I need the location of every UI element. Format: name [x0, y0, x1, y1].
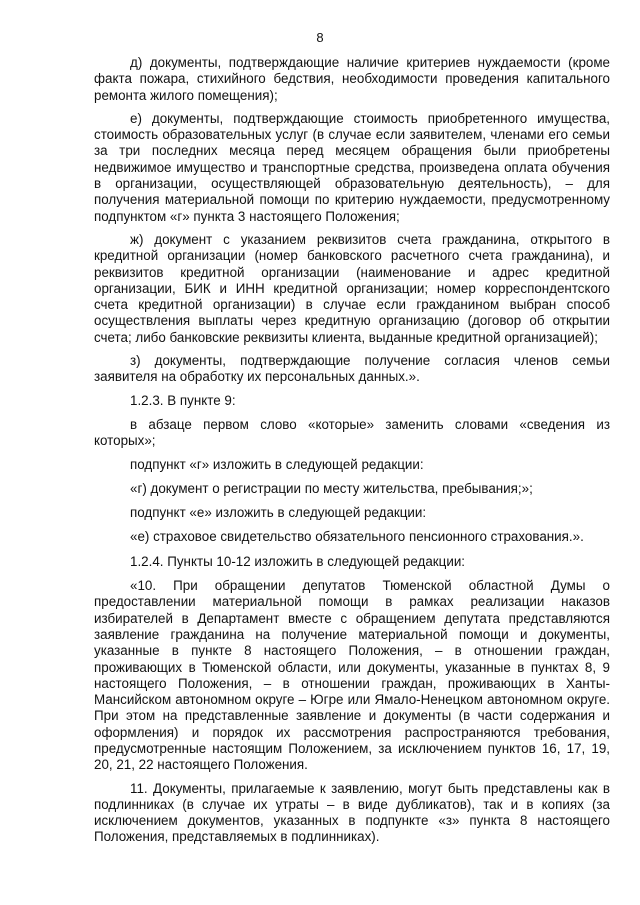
paragraph-subpoint-g-intro: подпункт «г» изложить в следующей редакции: — [130, 456, 424, 472]
paragraph-point-10: «10. При обращении депутатов Тюменской областной Думы о предоставлении материальной помощи в рамках реализации наказов избирателей в Департамент вместе с обращением депутата представляются заявление гражданина на получение материальной помощи и документы, указанные в пункте 8 настоящего Положения, – в отношении граждан, проживающих в Тюменской области, или документы, указанные в пунктах 8, 9 настоящего Положения, – в отношении граждан, проживающих в Ханты-Мансийском автономном округе – Югре или Ямало-Ненецком автономном округе. При этом на представленные заявление и документы (в части содержания и оформления) и порядок их рассмотрения распространяются требования, предусмотренные настоящим Положением, за исключением пунктов 16, 17, 19, 20, 21, 22 настоящего Положения. — [94, 578, 610, 773]
paragraph-1-2-4: 1.2.4. Пункты 10-12 изложить в следующей редакции: — [130, 553, 466, 569]
paragraph-1-2-3: 1.2.3. В пункте 9: — [130, 392, 236, 408]
document-body — [94, 55, 610, 853]
paragraph-subpoint-e-text: «е) страховое свидетельство обязательного пенсионного страхования.». — [130, 529, 584, 545]
paragraph-subpoint-g-text: «г) документ о регистрации по месту жительства, пребывания;»; — [130, 480, 533, 496]
paragraph-e-documents: е) документы, подтверждающие стоимость приобретенного имущества, стоимость образовательных услуг (в случае если заявителем, членами его семьи за три последних месяца перед месяцем обращения были приобретены недвижимое имущество и транспортные средства, произведена оплата обучения в организации, осуществляющей образовательную деятельность), – для получения материальной помощи по критерию нуждаемости, предусмотренному подпунктом «г» пункта 3 настоящего Положения; — [94, 110, 610, 224]
paragraph-z-consent: з) документы, подтверждающие получение согласия членов семьи заявителя на обработку их персональных данных.». — [94, 353, 610, 385]
paragraph-d-documents: д) документы, подтверждающие наличие критериев нуждаемости (кроме факта пожара, стихийного бедствия, необходимости проведения капитального ремонта жилого помещения); — [94, 55, 610, 103]
paragraph-first-abzac: в абзаце первом слово «которые» заменить словами «сведения из которых»; — [94, 416, 610, 449]
paragraph-point-11: 11. Документы, прилагаемые к заявлению, могут быть представлены как в подлинниках (в случае их утраты – в виде дубликатов), так и в копиях (за исключением документов, указанных в подпункте «з» пункта 8 настоящего Положения, представляемых в подлинниках). — [94, 780, 610, 845]
paragraph-subpoint-e-intro: подпункт «е» изложить в следующей редакции: — [130, 505, 427, 521]
paragraph-zh-account-details: ж) документ с указанием реквизитов счета гражданина, открытого в кредитной организации (номер банковского расчетного счета гражданина), и реквизитов кредитной организации (наименование и адрес кредитной организации, БИК и ИНН кредитной организации; номер корреспондентского счета кредитной организации) в случае если гражданином выбран способ осуществления выплаты через кредитную организацию (договор об открытии счета; либо банковские реквизиты клиента, выданные кредитной организацией); — [94, 231, 610, 345]
page-number: 8 — [316, 30, 324, 45]
